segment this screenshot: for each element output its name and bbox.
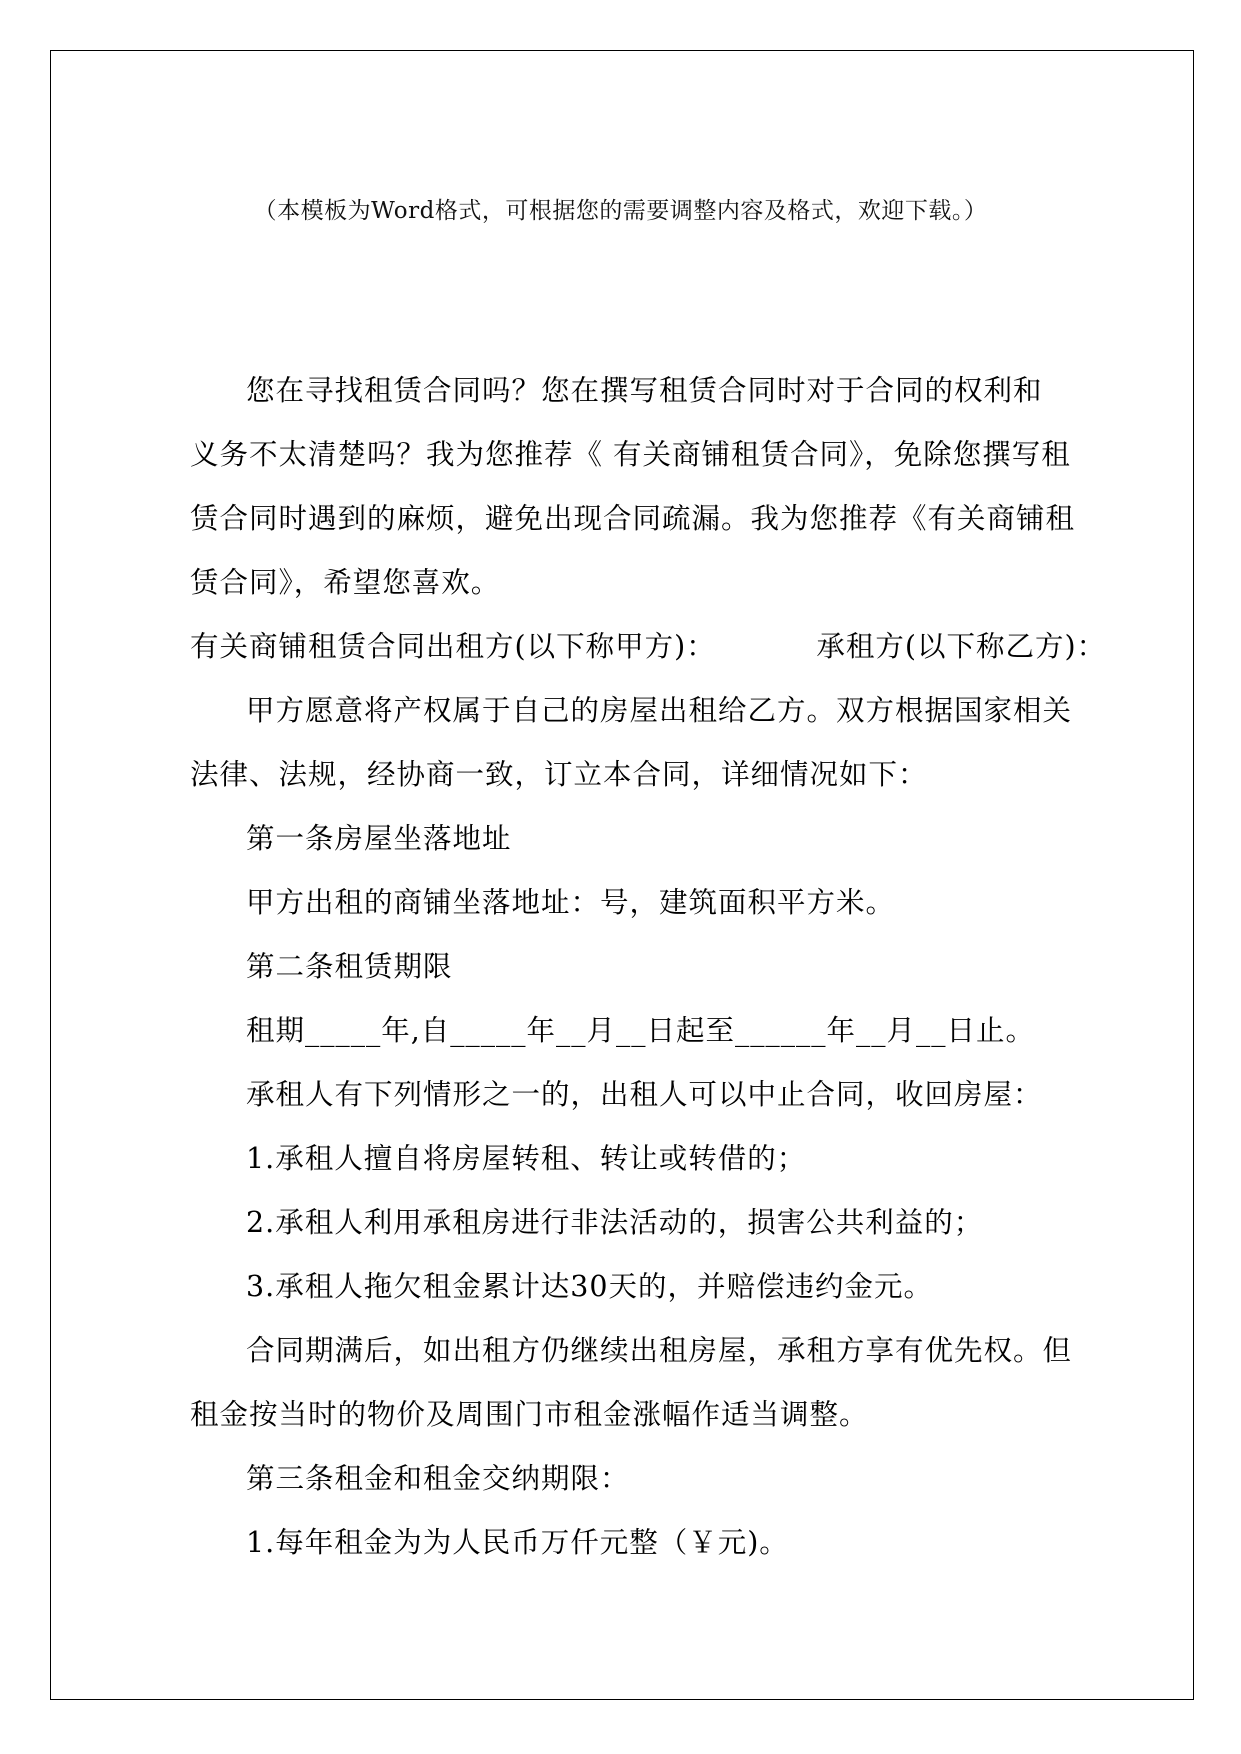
para1-line-2: 法律、法规，经协商一致，订立本合同，详细情况如下： bbox=[190, 758, 928, 791]
page-border bbox=[50, 50, 1194, 1700]
renewal-line-1: 合同期满后，如出租方仍继续出租房屋，承租方享有优先权。但 bbox=[246, 1334, 1073, 1367]
intro-line-2: 义务不太清楚吗？我为您推荐《 有关商铺租赁合同》，免除您撰写租 bbox=[190, 438, 1071, 471]
renewal-line-2: 租金按当时的物价及周围门市租金涨幅作适当调整。 bbox=[190, 1398, 869, 1431]
article-2-item-3: 3.承租人拖欠租金累计达30天的，并赔偿违约金元。 bbox=[246, 1270, 933, 1303]
template-note: （本模板为Word格式，可根据您的需要调整内容及格式，欢迎下载。） bbox=[253, 198, 988, 224]
article-3-item-1: 1.每年租金为为人民币万仟元整（￥元)。 bbox=[246, 1526, 789, 1559]
article-2-title: 第二条租赁期限 bbox=[246, 950, 453, 983]
intro-line-3: 赁合同时遇到的麻烦，避免出现合同疏漏。我为您推荐《有关商铺租 bbox=[190, 502, 1076, 535]
parties-line: 有关商铺租赁合同出租方(以下称甲方)： 承租方(以下称乙方)： bbox=[190, 630, 1107, 663]
article-2-item-1: 1.承租人擅自将房屋转租、转让或转借的； bbox=[246, 1142, 807, 1175]
article-3-title: 第三条租金和租金交纳期限： bbox=[246, 1462, 630, 1495]
article-2-conditions: 承租人有下列情形之一的，出租人可以中止合同，收回房屋： bbox=[246, 1078, 1043, 1111]
intro-line-4: 赁合同》，希望您喜欢。 bbox=[190, 566, 501, 599]
article-2-item-2: 2.承租人利用承租房进行非法活动的，损害公共利益的； bbox=[246, 1206, 984, 1239]
article-2-term: 租期_____年,自_____年__月__日起至______年__月__日止。 bbox=[246, 1014, 1036, 1047]
intro-line-1: 您在寻找租赁合同吗？您在撰写租赁合同时对于合同的权利和 bbox=[246, 374, 1043, 407]
para1-line-1: 甲方愿意将产权属于自己的房屋出租给乙方。双方根据国家相关 bbox=[246, 694, 1073, 727]
article-1-text: 甲方出租的商铺坐落地址：号，建筑面积平方米。 bbox=[246, 886, 896, 919]
article-1-title: 第一条房屋坐落地址 bbox=[246, 822, 512, 855]
